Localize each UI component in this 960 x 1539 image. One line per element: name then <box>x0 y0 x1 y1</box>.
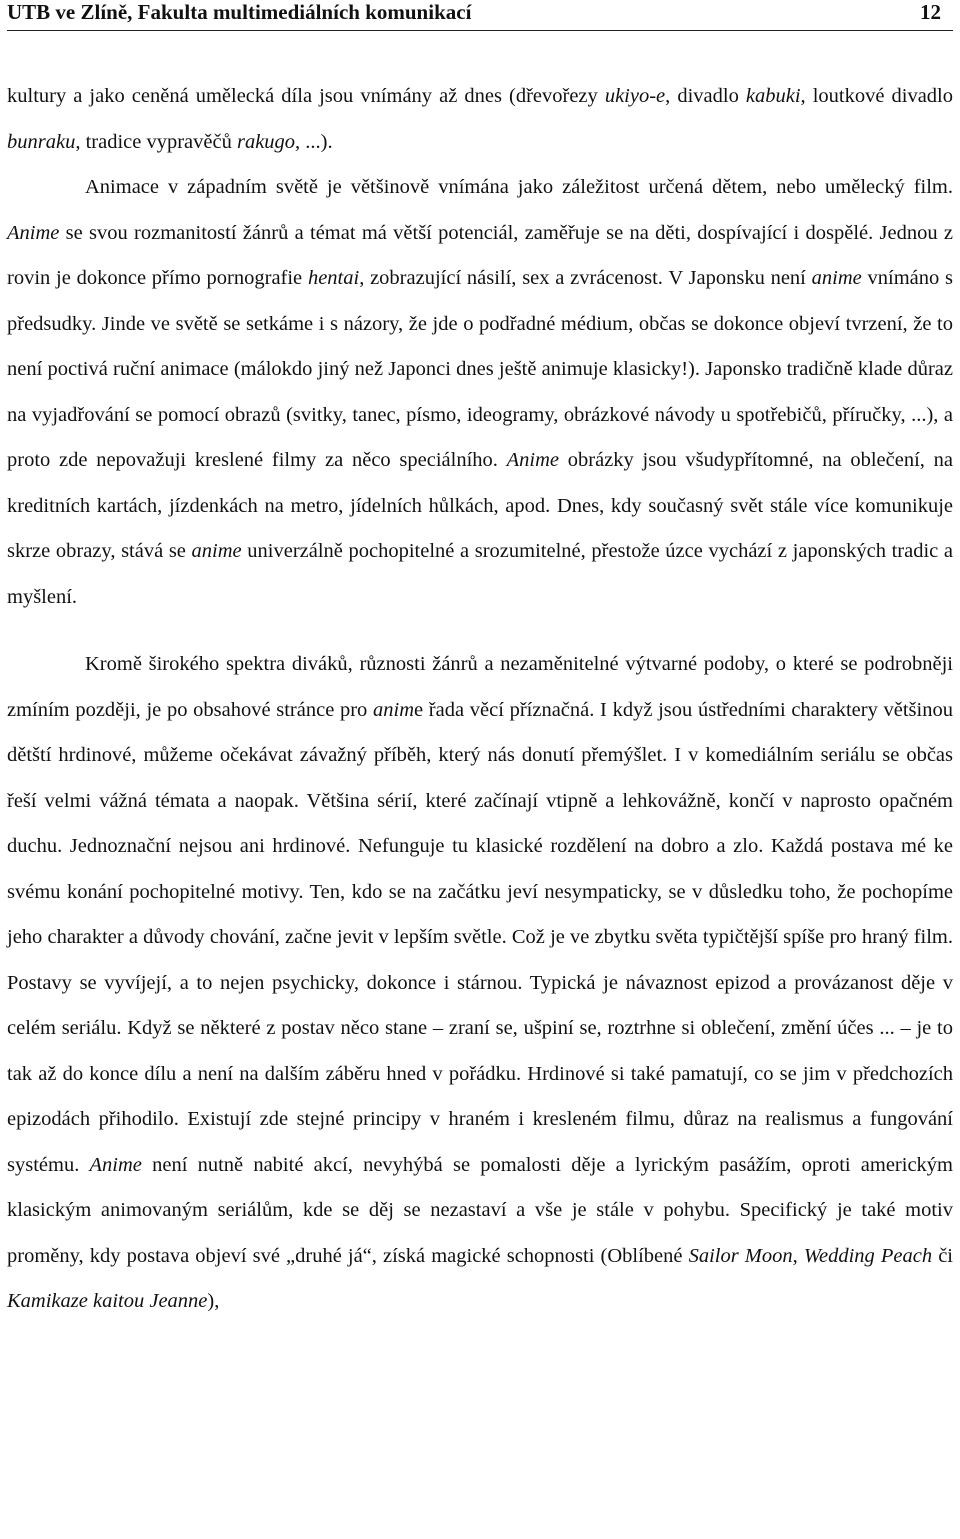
text-run: Animace v západním světě je většinově vnímána jako záležitost určená dětem, nebo umělecký film. <box>85 176 953 198</box>
text-run: či <box>932 1244 953 1267</box>
italic-term: bunraku <box>7 130 76 153</box>
text-run: vnímáno s předsudky. Jinde ve světě se setkáme i s názory, že jde o podřadné médium, občas se dokonce objeví tvrzení, že to není poctivá ruční animace (málokdo jiný než Japonci dnes ještě animuje klasicky!). Japonsko tradičně klade důraz na vyjadřování se pomocí obrazů (svitky, tanec, písmo, ideogramy, obrázkové návody u spotřebičů, příručky, ...), a proto zde nepovažuji kreslené filmy za něco speciálního. <box>7 267 954 471</box>
text-run: ), <box>207 1290 220 1312</box>
text-run: , loutkové divadlo <box>800 85 954 107</box>
text-run: , divadlo <box>665 85 746 107</box>
page-number: 12 <box>920 0 941 24</box>
italic-term: Sailor Moon <box>688 1244 793 1267</box>
text-run: , <box>792 1244 804 1267</box>
text-run: , zobrazující násilí, sex a zvrácenost. V Japonsku není <box>359 267 812 289</box>
text-run: se svou rozmanitostí žánrů a témat má větší potenciál, zaměřuje se na děti, dospívající i dospělé. Jednou z rovin je dokonce přímo pornografie <box>7 221 953 289</box>
italic-term: rakugo <box>236 130 296 153</box>
italic-term: kabuki <box>745 85 801 107</box>
text-run: kultury a jako ceněná umělecká díla jsou vnímány až dnes (dřevořezy <box>7 85 605 107</box>
italic-term: anim <box>373 698 414 721</box>
paragraph <box>7 165 953 620</box>
paragraph <box>7 74 953 165</box>
text-run: univerzálně pochopitelné a srozumitelné, přestože úzce vychází z japonských tradic a myšlení. <box>7 540 953 608</box>
text-run: , tradice vypravěčů <box>75 130 237 153</box>
italic-term: Kamikaze kaitou Jeanne <box>7 1290 208 1312</box>
italic-term: Anime <box>506 449 560 471</box>
page-header <box>7 0 953 31</box>
header-title: UTB ve Zlíně, Fakulta multimediálních komunikací <box>7 0 472 24</box>
italic-term: anime <box>811 267 862 289</box>
text-run: , ...). <box>295 130 333 153</box>
text-run: e řada věcí příznačná. I když jsou ústředními charaktery většinou dětští hrdinové, můžeme očekávat závažný příběh, který nás donutí přemýšlet. I v komediálním seriálu se občas řeší velmi vážná témata a naopak. Většina sérií, které začínají vtipně a lehkovážně, končí v naprosto opačném duchu. Jednoznační nejsou ani hrdinové. Nefunguje tu klasické rozdělení na dobro a zlo. Každá postava mé ke svému konání pochopitelné motivy. Ten, kdo se na začátku jeví nesympaticky, se v důsledku toho, že pochopíme jeho charakter a důvody chování, začne jevit v lepším světle. Což je ve zbytku světa typičtější spíše pro hraný film. Postavy se vyvíjejí, a to nejen psychicky, dokonce i stárnou. Typická je návaznost epizod a provázanost děje v celém seriálu. Když se některé z postav něco stane – zraní se, ušpiní se, roztrhne si oblečení, změní účes ... – je to tak až do konce dílu a není na dalším záběru hned v pořádku. Hrdinové si také pamatují, co se jim v předchozích epizodách přihodilo. Existují zde stejné principy v hraném i kresleném filmu, důraz na realismus a fungování systému. <box>7 698 953 1176</box>
page-body <box>7 74 953 1325</box>
italic-term: Anime <box>89 1153 142 1176</box>
text-run: obrázky jsou všudypřítomné, na oblečení, na kreditních kartách, jízdenkách na metro, jídelních hůlkách, apod. Dnes, kdy současný svět stále více komunikuje skrze obrazy, stává se <box>7 449 954 562</box>
text-run: není nutně nabité akcí, nevyhýbá se pomalosti děje a lyrickým pasážím, oproti americkým klasickým animovaným seriálům, kde se děj se nezastaví a vše je stále v pohybu. Specifický je také motiv proměny, kdy postava objeví své „druhé já“, získá magické schopnosti (Oblíbené <box>7 1153 953 1267</box>
italic-term: Anime <box>7 221 60 244</box>
italic-term: anime <box>191 540 242 562</box>
italic-term: Wedding Peach <box>803 1244 933 1267</box>
paragraph <box>7 642 953 1325</box>
italic-term: ukiyo-e <box>604 85 666 107</box>
text-run: Kromě širokého spektra diváků, různosti žánrů a nezaměnitelné výtvarné podoby, o které se podrobněji zmíním později, je po obsahové stránce pro <box>7 653 953 721</box>
italic-term: hentai <box>307 267 360 289</box>
